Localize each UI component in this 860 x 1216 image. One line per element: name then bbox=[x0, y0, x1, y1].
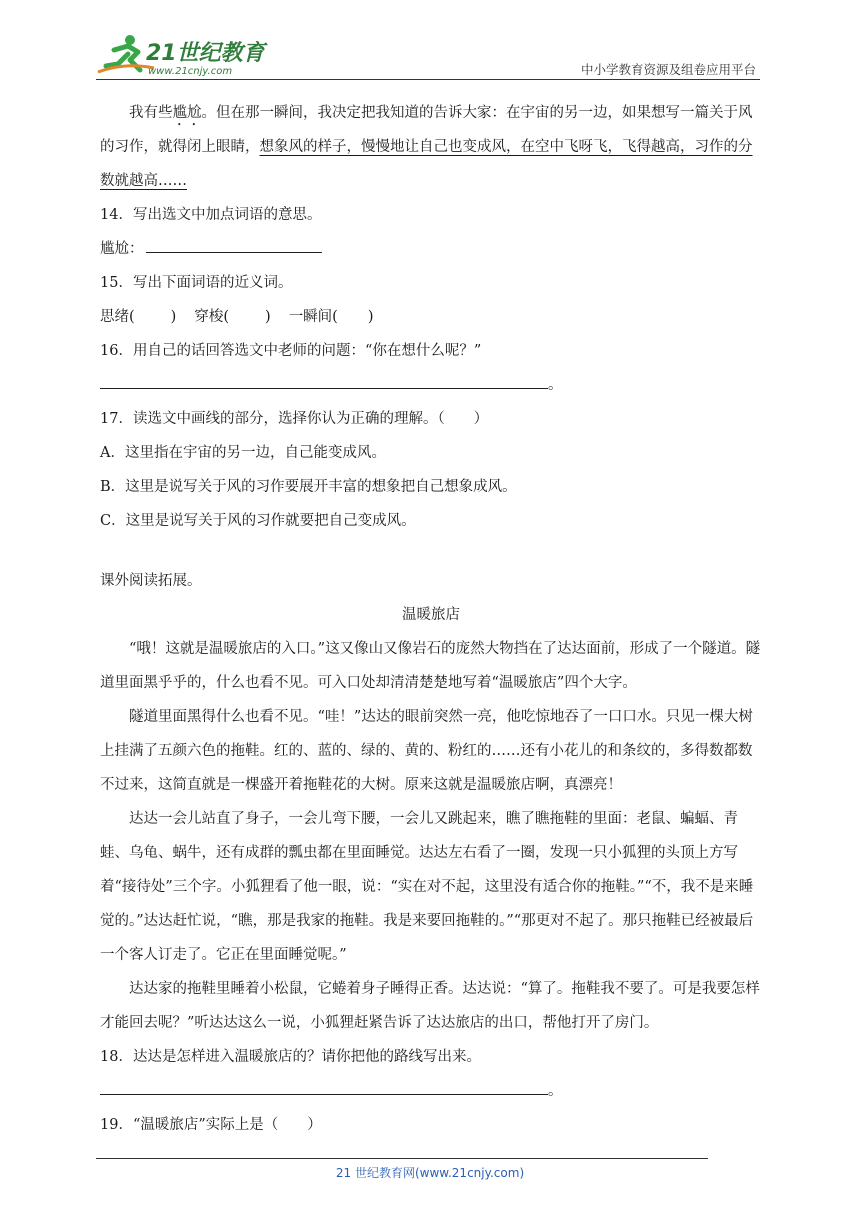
story-paragraph: “哦！这就是温暖旅店的入口。”这又像山又像岩石的庞然大物挡在了达达面前，形成了一个隧道。隧道里面黑乎乎的，什么也看不见。可入口处却清清楚楚地写着“温暖旅店”四个大字。 bbox=[100, 641, 761, 691]
question-15: 15．写出下面词语的近义词。 bbox=[100, 275, 293, 291]
answer-blank[interactable] bbox=[100, 374, 548, 389]
footer-text[interactable]: 21 世纪教育网(www.21cnjy.com) bbox=[335, 1166, 525, 1180]
question-17: 17．读选文中画线的部分，选择你认为正确的理解。（ ） bbox=[100, 411, 489, 427]
story-paragraph: 达达一会儿站直了身子，一会儿弯下腰，一会儿又跳起来，瞧了瞧拖鞋的里面：老鼠、蝙蝠、青蛙、乌龟、蜗牛，还有成群的瓢虫都在里面睡觉。达达左右看了一圈，发现一只小狐狸的头顶上方写着“接待处”三个字。小狐狸看了他一眼，说：“实在对不起，这里没有适合你的拖鞋。”“不，我不是来睡觉的。”达达赶忙说，“瞧，那是我家的拖鞋。我是来要回拖鞋的。”“那更对不起了。那只拖鞋已经被最后一个客人订走了。它正在里面睡觉呢。” bbox=[100, 811, 754, 963]
q18-answer-line: 。 bbox=[100, 1074, 762, 1108]
question-18: 18．达达是怎样进入温暖旅店的？请你把他的路线写出来。 bbox=[100, 1049, 481, 1065]
question-19: 19．“温暖旅店”实际上是（ ） bbox=[100, 1117, 322, 1133]
dotted-word: 尴尬 bbox=[172, 105, 202, 121]
underlined-sentence: 想象风的样子，慢慢地让自己也变成风，在空中飞呀飞，飞得越高，习作的分数就越高…… bbox=[100, 139, 753, 189]
passage-paragraph: 我有些尴尬。但在那一瞬间，我决定把我知道的告诉大家：在宇宙的另一边，如果想写一篇关于风的习作，就得闭上眼睛，想象风的样子，慢慢地让自己也变成风，在空中飞呀飞，飞得越高，习作的分数就越高…… bbox=[100, 105, 753, 189]
header-divider bbox=[96, 79, 760, 80]
q15-words: 思绪( ) 穿梭( ) 一瞬间( ) bbox=[100, 309, 374, 325]
story-paragraph: 达达家的拖鞋里睡着小松鼠，它蜷着身子睡得正香。达达说：“算了。拖鞋我不要了。可是我要怎样才能回去呢？”听达达这么一说，小狐狸赶紧告诉了达达旅店的出口，帮他打开了房门。 bbox=[100, 981, 760, 1031]
logo-text: 21世纪教育 bbox=[146, 41, 265, 66]
header-platform-text: 中小学教育资源及组卷应用平台 bbox=[580, 62, 756, 77]
option-c[interactable]: C．这里是说写关于风的习作就要把自己变成风。 bbox=[100, 513, 416, 529]
logo-url-text: www.21cnjy.com bbox=[148, 66, 233, 77]
page-content bbox=[100, 96, 762, 1142]
q14-answer-line: 尴尬： bbox=[100, 232, 762, 266]
story-paragraph: 隧道里面黑得什么也看不见。“哇！”达达的眼前突然一亮，他吃惊地吞了一口口水。只见一棵大树上挂满了五颜六色的拖鞋。红的、蓝的、绿的、黄的、粉红的……还有小花儿的和条纹的，多得数都数不过来，这简直就是一棵盛开着拖鞋花的大树。原来这就是温暖旅店啊，真漂亮！ bbox=[100, 709, 753, 793]
footer-divider bbox=[96, 1158, 708, 1159]
section-heading: 课外阅读拓展。 bbox=[100, 573, 202, 589]
site-logo bbox=[94, 32, 269, 78]
story-title: 温暖旅店 bbox=[402, 607, 460, 623]
option-b[interactable]: B．这里是说写关于风的习作要展开丰富的想象把自己想象成风。 bbox=[100, 479, 517, 495]
q16-answer-line: 。 bbox=[100, 368, 762, 402]
question-16: 16．用自己的话回答选文中老师的问题：“你在想什么呢？” bbox=[100, 343, 482, 359]
option-a[interactable]: A．这里指在宇宙的另一边，自己能变成风。 bbox=[100, 445, 386, 461]
answer-blank[interactable] bbox=[146, 238, 322, 253]
question-14: 14．写出选文中加点词语的意思。 bbox=[100, 207, 322, 223]
answer-blank[interactable] bbox=[100, 1080, 548, 1095]
